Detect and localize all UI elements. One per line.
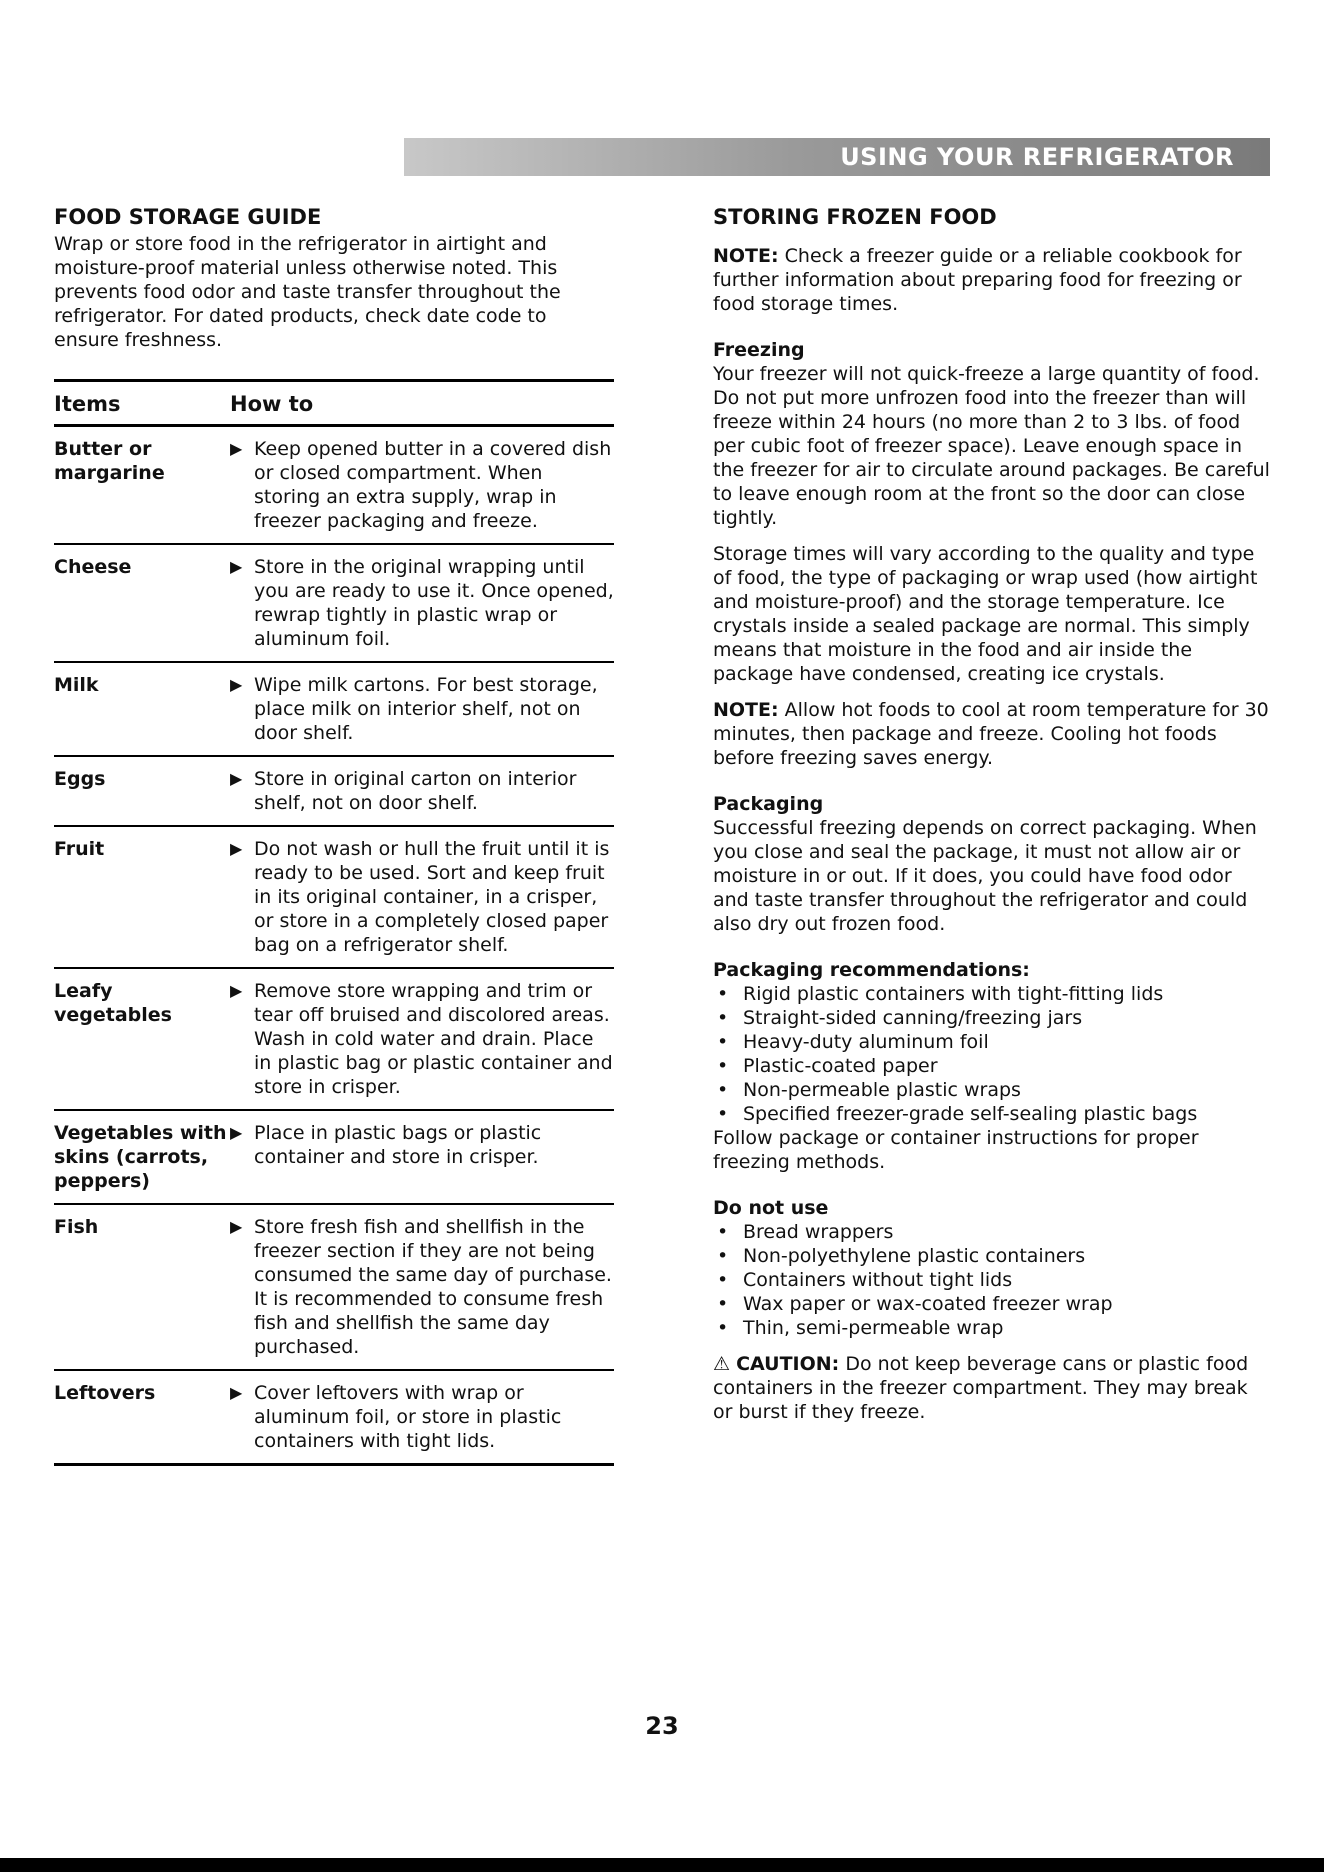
- pointer-arrow-icon: ▶: [230, 981, 243, 1000]
- list-item: • Heavy-duty aluminum foil: [713, 1030, 1273, 1054]
- howto-text: Store fresh fish and shellfish in the freezer section if they are not being consumed the same day of purchase. It is recommended to consume fresh fish and shellfish the same day purchased.: [254, 1216, 612, 1358]
- list-item: • Non-permeable plastic wraps: [713, 1078, 1273, 1102]
- warning-triangle-icon: ⚠: [713, 1353, 731, 1375]
- pointer-arrow-icon: ▶: [230, 557, 243, 576]
- note-label: NOTE:: [713, 245, 779, 267]
- pointer-arrow-icon: ▶: [230, 769, 243, 788]
- list-item: • Straight-sided canning/freezing jars: [713, 1006, 1273, 1030]
- note-text: Check a freezer guide or a reliable cookbook for further information about preparing food for freezing or food storage times.: [713, 245, 1242, 315]
- note-text: Allow hot foods to cool at room temperature for 30 minutes, then package and freeze. Cooling hot foods before freezing saves energy.: [713, 699, 1269, 769]
- caution-text: Do not keep beverage cans or plastic food containers in the freezer compartment. They may break or burst if they freeze.: [713, 1353, 1249, 1423]
- pointer-arrow-icon: ▶: [230, 675, 243, 694]
- item-label: Milk: [54, 674, 99, 696]
- table-row: [54, 827, 614, 967]
- freezing-paragraph-1: Your freezer will not quick-freeze a large quantity of food. Do not put more unfrozen food into the freezer than will freeze within 24 hours (no more than 2 to 3 lbs. of food per cubic foot of freezer space). Leave enough space in the freezer for air to circulate around packages. Be careful to leave enough room at the front so the door can close tightly.: [713, 363, 1270, 529]
- freezing-paragraph-2: Storage times will vary according to the quality and type of food, the type of packaging or wrap used (how airtight and moisture-proof) and the storage temperature. Ice crystals inside a sealed package are normal. This simply means that moisture in the food and air inside the package have condensed, creating ice crystals.: [713, 543, 1258, 685]
- packaging-heading: Packaging: [713, 793, 824, 815]
- item-label: Eggs: [54, 768, 106, 790]
- table-row: [54, 545, 614, 661]
- howto-text: Remove store wrapping and trim or tear off bruised and discolored areas. Wash in cold water and drain. Place in plastic bag or plastic container and store in crisper.: [254, 980, 613, 1098]
- howto-text: Place in plastic bags or plastic container and store in crisper.: [254, 1122, 542, 1168]
- list-item: • Containers without tight lids: [713, 1268, 1273, 1292]
- storing-frozen-food: [713, 205, 1273, 1424]
- caution-note: [713, 1352, 1273, 1424]
- freezing-heading: Freezing: [713, 339, 805, 361]
- caution-label: CAUTION:: [736, 1353, 840, 1375]
- col-howto-header: How to: [230, 392, 314, 416]
- guide-intro: Wrap or store food in the refrigerator in airtight and moisture-proof material unless otherwise noted. This prevents food odor and taste transfer throughout the refrigerator. For dated products, check date code to ensure freshness.: [54, 233, 561, 351]
- note-label: NOTE:: [713, 699, 779, 721]
- table-row: [54, 427, 614, 543]
- table-row: [54, 757, 614, 825]
- item-label: Leafy vegetables: [54, 980, 172, 1026]
- food-storage-guide: [54, 205, 614, 1466]
- table-row: [54, 969, 614, 1109]
- howto-text: Cover leftovers with wrap or aluminum foil, or store in plastic containers with tight lids.: [254, 1382, 562, 1452]
- recommendations-heading: Packaging recommendations:: [713, 959, 1030, 981]
- col-items-header: Items: [54, 392, 121, 416]
- list-item: • Thin, semi-permeable wrap: [713, 1316, 1273, 1340]
- pointer-arrow-icon: ▶: [230, 1217, 243, 1236]
- table-header: [54, 382, 614, 424]
- table-row: [54, 1205, 614, 1369]
- do-not-use-list: [713, 1220, 1273, 1340]
- list-item: • Wax paper or wax-coated freezer wrap: [713, 1292, 1273, 1316]
- howto-text: Do not wash or hull the fruit until it is ready to be used. Sort and keep fruit in its original container, in a crisper, or store in a completely closed paper bag on a refrigerator shelf.: [254, 838, 610, 956]
- pointer-arrow-icon: ▶: [230, 439, 243, 458]
- bottom-border: [0, 1858, 1324, 1872]
- section-banner: [404, 138, 1270, 176]
- item-label: Cheese: [54, 556, 132, 578]
- recommendations-list: [713, 982, 1273, 1126]
- howto-text: Keep opened butter in a covered dish or closed compartment. When storing an extra supply, wrap in freezer packaging and freeze.: [254, 438, 612, 532]
- storage-table: [54, 379, 614, 1466]
- list-item: • Plastic-coated paper: [713, 1054, 1273, 1078]
- frozen-title: STORING FROZEN FOOD: [713, 205, 997, 229]
- page-number: 23: [645, 1712, 679, 1740]
- item-label: Butter or margarine: [54, 438, 165, 484]
- guide-title: FOOD STORAGE GUIDE: [54, 205, 322, 229]
- item-label: Vegetables with skins (carrots, peppers): [54, 1122, 227, 1192]
- list-item: • Specified freezer-grade self-sealing plastic bags: [713, 1102, 1273, 1126]
- note-2: [713, 698, 1273, 770]
- table-row: [54, 663, 614, 755]
- section-title: USING YOUR REFRIGERATOR: [840, 143, 1234, 171]
- packaging-paragraph: Successful freezing depends on correct packaging. When you close and seal the package, it must not allow air or moisture in or out. If it does, you could have food odor and taste transfer throughout the refrigerator and could also dry out frozen food.: [713, 817, 1257, 935]
- recommendations-follow: Follow package or container instructions for proper freezing methods.: [713, 1127, 1199, 1173]
- pointer-arrow-icon: ▶: [230, 839, 243, 858]
- note-1: [713, 244, 1273, 316]
- item-label: Leftovers: [54, 1382, 156, 1404]
- list-item: • Rigid plastic containers with tight-fitting lids: [713, 982, 1273, 1006]
- howto-text: Store in the original wrapping until you are ready to use it. Once opened, rewrap tightly in plastic wrap or aluminum foil.: [254, 556, 614, 650]
- item-label: Fish: [54, 1216, 99, 1238]
- pointer-arrow-icon: ▶: [230, 1123, 243, 1142]
- list-item: • Non-polyethylene plastic containers: [713, 1244, 1273, 1268]
- list-item: • Bread wrappers: [713, 1220, 1273, 1244]
- pointer-arrow-icon: ▶: [230, 1383, 243, 1402]
- table-row: [54, 1371, 614, 1463]
- do-not-use-heading: Do not use: [713, 1197, 829, 1219]
- howto-text: Store in original carton on interior shelf, not on door shelf.: [254, 768, 577, 814]
- table-row: [54, 1111, 614, 1203]
- howto-text: Wipe milk cartons. For best storage, place milk on interior shelf, not on door shelf.: [254, 674, 598, 744]
- item-label: Fruit: [54, 838, 105, 860]
